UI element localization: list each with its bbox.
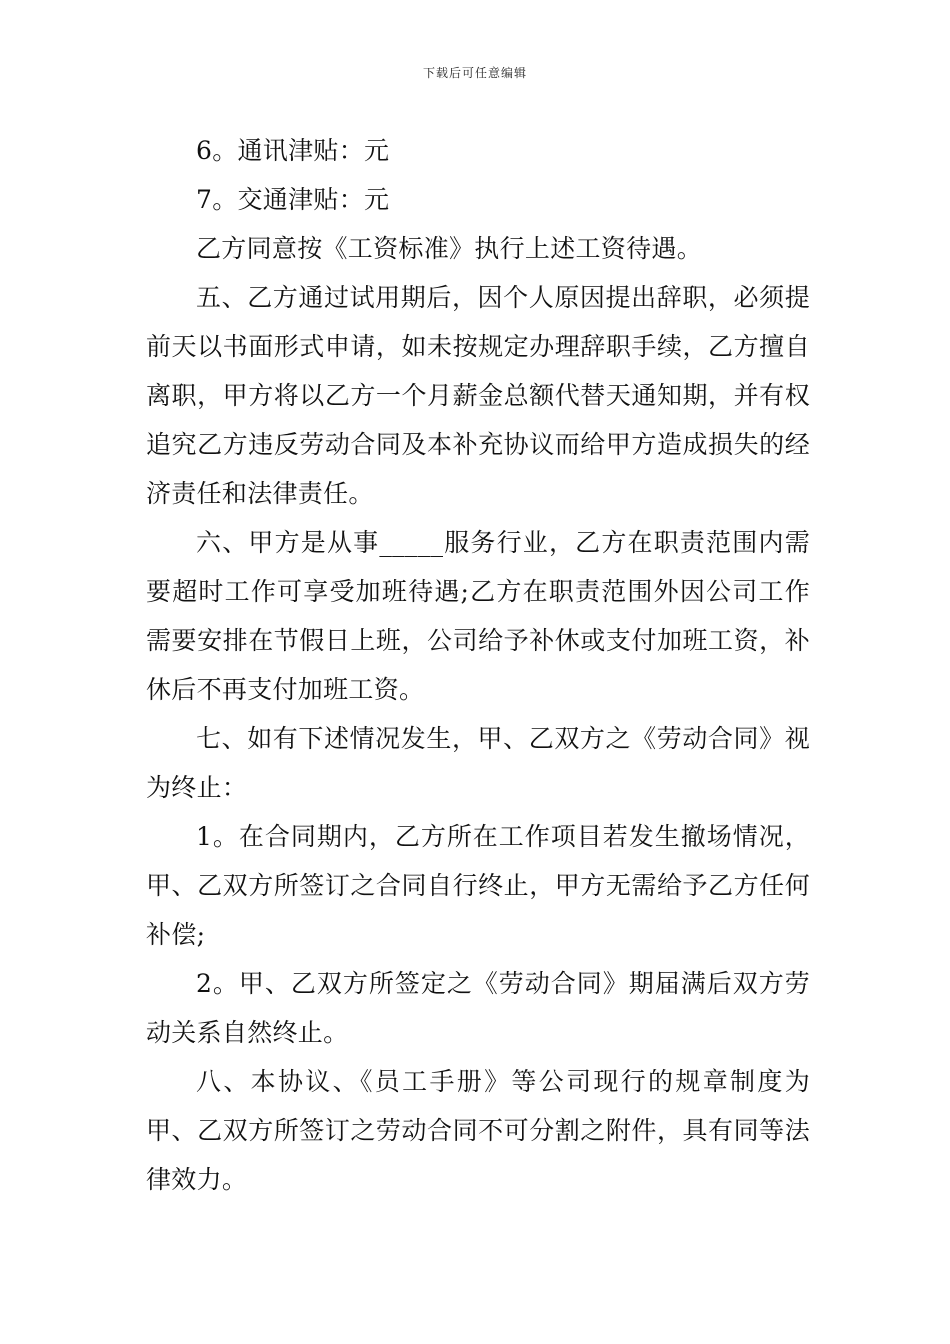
paragraph-communication-allowance: 6。通讯津贴：元 xyxy=(196,136,390,165)
paragraph-clause-8: 八、本协议、《员工手册》等公司现行的规章制度为甲、乙双方所签订之劳动合同不可分割之附件，具有同等法律效力。 xyxy=(146,1067,810,1194)
paragraph-clause-6: 六、甲方是从事_____服务行业，乙方在职责范围内需要超时工作可享受加班待遇;乙方在职责范围外因公司工作需要安排在节假日上班，公司给予补休或支付加班工资，补休后不再支付加班工资。 xyxy=(146,528,810,704)
paragraph-clause-7: 七、如有下述情况发生，甲、乙双方之《劳动合同》视为终止： xyxy=(146,724,810,802)
paragraph-clause-7-item-2: 2。甲、乙双方所签定之《劳动合同》期届满后双方劳动关系自然终止。 xyxy=(146,969,810,1047)
paragraph-clause-5: 五、乙方通过试用期后，因个人原因提出辞职，必须提前天以书面形式申请，如未按规定办理辞职手续，乙方擅自离职，甲方将以乙方一个月薪金总额代替天通知期，并有权追究乙方违反劳动合同及本补充协议而给甲方造成损失的经济责任和法律责任。 xyxy=(146,283,810,508)
paragraph-wage-standard: 乙方同意按《工资标准》执行上述工资待遇。 xyxy=(196,234,703,263)
document-body xyxy=(146,126,810,1204)
paragraph-clause-7-item-1: 1。在合同期内，乙方所在工作项目若发生撤场情况，甲、乙双方所签订之合同自行终止，甲方无需给予乙方任何补偿; xyxy=(146,822,810,949)
page-header: 下载后可任意编辑 xyxy=(422,66,527,80)
paragraph-transport-allowance: 7。交通津贴：元 xyxy=(196,185,390,214)
